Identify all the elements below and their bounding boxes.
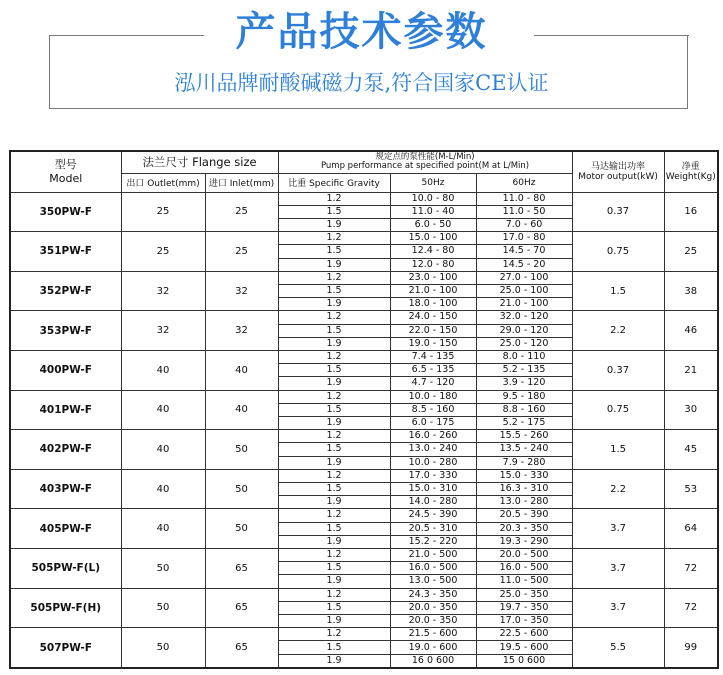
header-weight-cn: 净重 xyxy=(681,161,700,172)
outlet-cell: 25 xyxy=(121,192,205,232)
perf-60hz-cell: 22.5 - 600 xyxy=(476,628,572,641)
perf-60hz-cell: 20.3 - 350 xyxy=(476,522,572,535)
perf-50hz-cell: 6.5 - 135 xyxy=(390,364,476,377)
outlet-cell: 50 xyxy=(121,548,205,588)
weight-cell: 46 xyxy=(664,311,718,351)
outlet-cell: 25 xyxy=(121,232,205,272)
gravity-cell: 1.9 xyxy=(278,615,390,628)
inlet-cell: 40 xyxy=(205,350,278,390)
spec-table xyxy=(9,150,719,669)
inlet-cell: 25 xyxy=(205,192,278,232)
perf-50hz-cell: 24.3 - 350 xyxy=(390,588,476,601)
page-title: 产品技术参数 xyxy=(235,9,488,55)
perf-60hz-cell: 19.3 - 290 xyxy=(476,535,572,548)
perf-60hz-cell: 13.5 - 240 xyxy=(476,443,572,456)
gravity-cell: 1.9 xyxy=(278,654,390,668)
spec-table-body xyxy=(10,192,718,668)
perf-50hz-cell: 17.0 - 330 xyxy=(390,469,476,482)
model-cell: 352PW-F xyxy=(10,271,121,311)
gravity-cell: 1.5 xyxy=(278,245,390,258)
gravity-cell: 1.9 xyxy=(278,496,390,509)
motor-cell: 1.5 xyxy=(572,271,664,311)
gravity-cell: 1.5 xyxy=(278,601,390,614)
gravity-cell: 1.2 xyxy=(278,232,390,245)
perf-50hz-cell: 14.0 - 280 xyxy=(390,496,476,509)
weight-cell: 72 xyxy=(664,588,718,628)
weight-cell: 64 xyxy=(664,509,718,549)
model-cell: 401PW-F xyxy=(10,390,121,430)
gravity-cell: 1.2 xyxy=(278,271,390,284)
motor-cell: 0.75 xyxy=(572,390,664,430)
table-row xyxy=(10,509,718,522)
header-model xyxy=(10,151,121,192)
table-row xyxy=(10,350,718,363)
gravity-cell: 1.2 xyxy=(278,311,390,324)
perf-60hz-cell: 8.0 - 110 xyxy=(476,350,572,363)
header-motor-cn: 马达输出功率 xyxy=(591,161,646,172)
table-row xyxy=(10,390,718,403)
perf-60hz-cell: 25.0 - 350 xyxy=(476,588,572,601)
gravity-cell: 1.9 xyxy=(278,456,390,469)
perf-50hz-cell: 20.5 - 310 xyxy=(390,522,476,535)
perf-60hz-cell: 7.0 - 60 xyxy=(476,218,572,231)
motor-cell: 5.5 xyxy=(572,628,664,668)
weight-cell: 72 xyxy=(664,548,718,588)
header-gravity: 比重 Specific Gravity xyxy=(278,173,390,192)
model-cell: 405PW-F xyxy=(10,509,121,549)
perf-50hz-cell: 19.0 - 600 xyxy=(390,641,476,654)
motor-cell: 3.7 xyxy=(572,548,664,588)
inlet-cell: 65 xyxy=(205,588,278,628)
weight-cell: 45 xyxy=(664,430,718,470)
inlet-cell: 40 xyxy=(205,390,278,430)
gravity-cell: 1.2 xyxy=(278,588,390,601)
perf-50hz-cell: 16.0 - 500 xyxy=(390,562,476,575)
model-cell: 351PW-F xyxy=(10,232,121,272)
perf-50hz-cell: 20.0 - 350 xyxy=(390,601,476,614)
gravity-cell: 1.5 xyxy=(278,522,390,535)
model-cell: 507PW-F xyxy=(10,628,121,668)
perf-50hz-cell: 23.0 - 100 xyxy=(390,271,476,284)
perf-50hz-cell: 10.0 - 80 xyxy=(390,192,476,205)
table-row xyxy=(10,588,718,601)
perf-50hz-cell: 8.5 - 160 xyxy=(390,403,476,416)
table-row xyxy=(10,469,718,482)
motor-cell: 3.7 xyxy=(572,588,664,628)
outlet-cell: 40 xyxy=(121,469,205,509)
gravity-cell: 1.5 xyxy=(278,324,390,337)
inlet-cell: 25 xyxy=(205,232,278,272)
outlet-cell: 32 xyxy=(121,271,205,311)
table-row xyxy=(10,430,718,443)
perf-60hz-cell: 3.9 - 120 xyxy=(476,377,572,390)
perf-50hz-cell: 21.0 - 500 xyxy=(390,548,476,561)
perf-60hz-cell: 9.5 - 180 xyxy=(476,390,572,403)
perf-60hz-cell: 27.0 - 100 xyxy=(476,271,572,284)
header-model-cn: 型号 xyxy=(54,157,77,171)
gravity-cell: 1.2 xyxy=(278,469,390,482)
perf-60hz-cell: 5.2 - 135 xyxy=(476,364,572,377)
gravity-cell: 1.5 xyxy=(278,482,390,495)
perf-50hz-cell: 22.0 - 150 xyxy=(390,324,476,337)
perf-60hz-cell: 15.0 - 330 xyxy=(476,469,572,482)
perf-50hz-cell: 15.0 - 310 xyxy=(390,482,476,495)
motor-cell: 1.5 xyxy=(572,430,664,470)
perf-60hz-cell: 11.0 - 80 xyxy=(476,192,572,205)
perf-50hz-cell: 10.0 - 280 xyxy=(390,456,476,469)
gravity-cell: 1.2 xyxy=(278,509,390,522)
outlet-cell: 50 xyxy=(121,628,205,668)
gravity-cell: 1.9 xyxy=(278,337,390,350)
header-weight xyxy=(664,151,718,192)
perf-50hz-cell: 21.5 - 600 xyxy=(390,628,476,641)
perf-60hz-cell: 5.2 - 175 xyxy=(476,416,572,429)
gravity-cell: 1.9 xyxy=(278,535,390,548)
header-pump xyxy=(278,151,572,173)
perf-60hz-cell: 14.5 - 20 xyxy=(476,258,572,271)
inlet-cell: 32 xyxy=(205,271,278,311)
perf-60hz-cell: 21.0 - 100 xyxy=(476,298,572,311)
gravity-cell: 1.5 xyxy=(278,443,390,456)
perf-50hz-cell: 15.0 - 100 xyxy=(390,232,476,245)
weight-cell: 25 xyxy=(664,232,718,272)
table-row xyxy=(10,628,718,641)
inlet-cell: 50 xyxy=(205,509,278,549)
gravity-cell: 1.9 xyxy=(278,258,390,271)
perf-60hz-cell: 7.9 - 280 xyxy=(476,456,572,469)
outlet-cell: 40 xyxy=(121,430,205,470)
motor-cell: 0.75 xyxy=(572,232,664,272)
header-outlet: 出口 Outlet(mm) xyxy=(121,173,205,192)
inlet-cell: 65 xyxy=(205,628,278,668)
perf-50hz-cell: 16.0 - 260 xyxy=(390,430,476,443)
gravity-cell: 1.2 xyxy=(278,430,390,443)
inlet-cell: 50 xyxy=(205,469,278,509)
perf-60hz-cell: 15 0 600 xyxy=(476,654,572,668)
model-cell: 350PW-F xyxy=(10,192,121,232)
inlet-cell: 65 xyxy=(205,548,278,588)
perf-50hz-cell: 12.4 - 80 xyxy=(390,245,476,258)
model-cell: 505PW-F(H) xyxy=(10,588,121,628)
gravity-cell: 1.9 xyxy=(278,377,390,390)
perf-50hz-cell: 13.0 - 240 xyxy=(390,443,476,456)
perf-60hz-cell: 19.5 - 600 xyxy=(476,641,572,654)
motor-cell: 3.7 xyxy=(572,509,664,549)
perf-60hz-cell: 20.0 - 500 xyxy=(476,548,572,561)
header-pump-cn: 规定点的泵性能(M-L/Min) xyxy=(375,152,475,163)
outlet-cell: 32 xyxy=(121,311,205,351)
perf-50hz-cell: 4.7 - 120 xyxy=(390,377,476,390)
gravity-cell: 1.9 xyxy=(278,575,390,588)
gravity-cell: 1.5 xyxy=(278,562,390,575)
perf-60hz-cell: 17.0 - 350 xyxy=(476,615,572,628)
perf-60hz-cell: 25.0 - 100 xyxy=(476,284,572,297)
header-model-en: Model xyxy=(49,171,83,185)
weight-cell: 99 xyxy=(664,628,718,668)
perf-50hz-cell: 16 0 600 xyxy=(390,654,476,668)
perf-50hz-cell: 21.0 - 100 xyxy=(390,284,476,297)
perf-50hz-cell: 6.0 - 175 xyxy=(390,416,476,429)
motor-cell: 0.37 xyxy=(572,350,664,390)
table-row xyxy=(10,548,718,561)
table-row xyxy=(10,232,718,245)
model-cell: 505PW-F(L) xyxy=(10,548,121,588)
header-inlet: 进口 Inlet(mm) xyxy=(205,173,278,192)
inlet-cell: 50 xyxy=(205,430,278,470)
motor-cell: 2.2 xyxy=(572,311,664,351)
perf-50hz-cell: 10.0 - 180 xyxy=(390,390,476,403)
gravity-cell: 1.9 xyxy=(278,298,390,311)
perf-50hz-cell: 7.4 - 135 xyxy=(390,350,476,363)
weight-cell: 16 xyxy=(664,192,718,232)
gravity-cell: 1.2 xyxy=(278,350,390,363)
perf-50hz-cell: 18.0 - 100 xyxy=(390,298,476,311)
header-60hz: 60Hz xyxy=(476,173,572,192)
outlet-cell: 40 xyxy=(121,390,205,430)
perf-60hz-cell: 11.0 - 500 xyxy=(476,575,572,588)
perf-60hz-cell: 13.0 - 280 xyxy=(476,496,572,509)
perf-50hz-cell: 19.0 - 150 xyxy=(390,337,476,350)
perf-60hz-cell: 17.0 - 80 xyxy=(476,232,572,245)
perf-60hz-cell: 16.0 - 500 xyxy=(476,562,572,575)
perf-60hz-cell: 19.7 - 350 xyxy=(476,601,572,614)
perf-60hz-cell: 29.0 - 120 xyxy=(476,324,572,337)
perf-60hz-cell: 14.5 - 70 xyxy=(476,245,572,258)
gravity-cell: 1.2 xyxy=(278,628,390,641)
header-50hz: 50Hz xyxy=(390,173,476,192)
table-row xyxy=(10,311,718,324)
motor-cell: 2.2 xyxy=(572,469,664,509)
gravity-cell: 1.9 xyxy=(278,416,390,429)
perf-50hz-cell: 20.0 - 350 xyxy=(390,615,476,628)
gravity-cell: 1.2 xyxy=(278,192,390,205)
gravity-cell: 1.2 xyxy=(278,548,390,561)
inlet-cell: 32 xyxy=(205,311,278,351)
outlet-cell: 40 xyxy=(121,350,205,390)
perf-60hz-cell: 8.8 - 160 xyxy=(476,403,572,416)
header-flange: 法兰尺寸 Flange size xyxy=(121,151,278,173)
perf-60hz-cell: 11.0 - 50 xyxy=(476,205,572,218)
weight-cell: 53 xyxy=(664,469,718,509)
gravity-cell: 1.5 xyxy=(278,403,390,416)
header-motor xyxy=(572,151,664,192)
perf-50hz-cell: 11.0 - 40 xyxy=(390,205,476,218)
weight-cell: 38 xyxy=(664,271,718,311)
perf-60hz-cell: 15.5 - 260 xyxy=(476,430,572,443)
gravity-cell: 1.5 xyxy=(278,364,390,377)
perf-50hz-cell: 6.0 - 50 xyxy=(390,218,476,231)
header-weight-en: Weight(Kg) xyxy=(665,171,716,182)
model-cell: 353PW-F xyxy=(10,311,121,351)
weight-cell: 30 xyxy=(664,390,718,430)
perf-60hz-cell: 16.3 - 310 xyxy=(476,482,572,495)
gravity-cell: 1.5 xyxy=(278,284,390,297)
outlet-cell: 50 xyxy=(121,588,205,628)
motor-cell: 0.37 xyxy=(572,192,664,232)
gravity-cell: 1.5 xyxy=(278,205,390,218)
gravity-cell: 1.9 xyxy=(278,218,390,231)
header-motor-en: Motor output(kW) xyxy=(578,171,658,182)
gravity-cell: 1.2 xyxy=(278,390,390,403)
page-subtitle: 泓川品牌耐酸碱磁力泵,符合国家CE认证 xyxy=(174,71,549,95)
perf-60hz-cell: 25.0 - 120 xyxy=(476,337,572,350)
model-cell: 402PW-F xyxy=(10,430,121,470)
outlet-cell: 40 xyxy=(121,509,205,549)
perf-50hz-cell: 24.0 - 150 xyxy=(390,311,476,324)
perf-50hz-cell: 24.5 - 390 xyxy=(390,509,476,522)
weight-cell: 21 xyxy=(664,350,718,390)
perf-60hz-cell: 20.5 - 390 xyxy=(476,509,572,522)
perf-50hz-cell: 13.0 - 500 xyxy=(390,575,476,588)
header-pump-en: Pump performance at specified point(M at L/Min) xyxy=(320,161,530,172)
perf-60hz-cell: 32.0 - 120 xyxy=(476,311,572,324)
perf-50hz-cell: 15.2 - 220 xyxy=(390,535,476,548)
perf-50hz-cell: 12.0 - 80 xyxy=(390,258,476,271)
gravity-cell: 1.5 xyxy=(278,641,390,654)
model-cell: 400PW-F xyxy=(10,350,121,390)
model-cell: 403PW-F xyxy=(10,469,121,509)
table-row xyxy=(10,271,718,284)
table-row xyxy=(10,192,718,205)
